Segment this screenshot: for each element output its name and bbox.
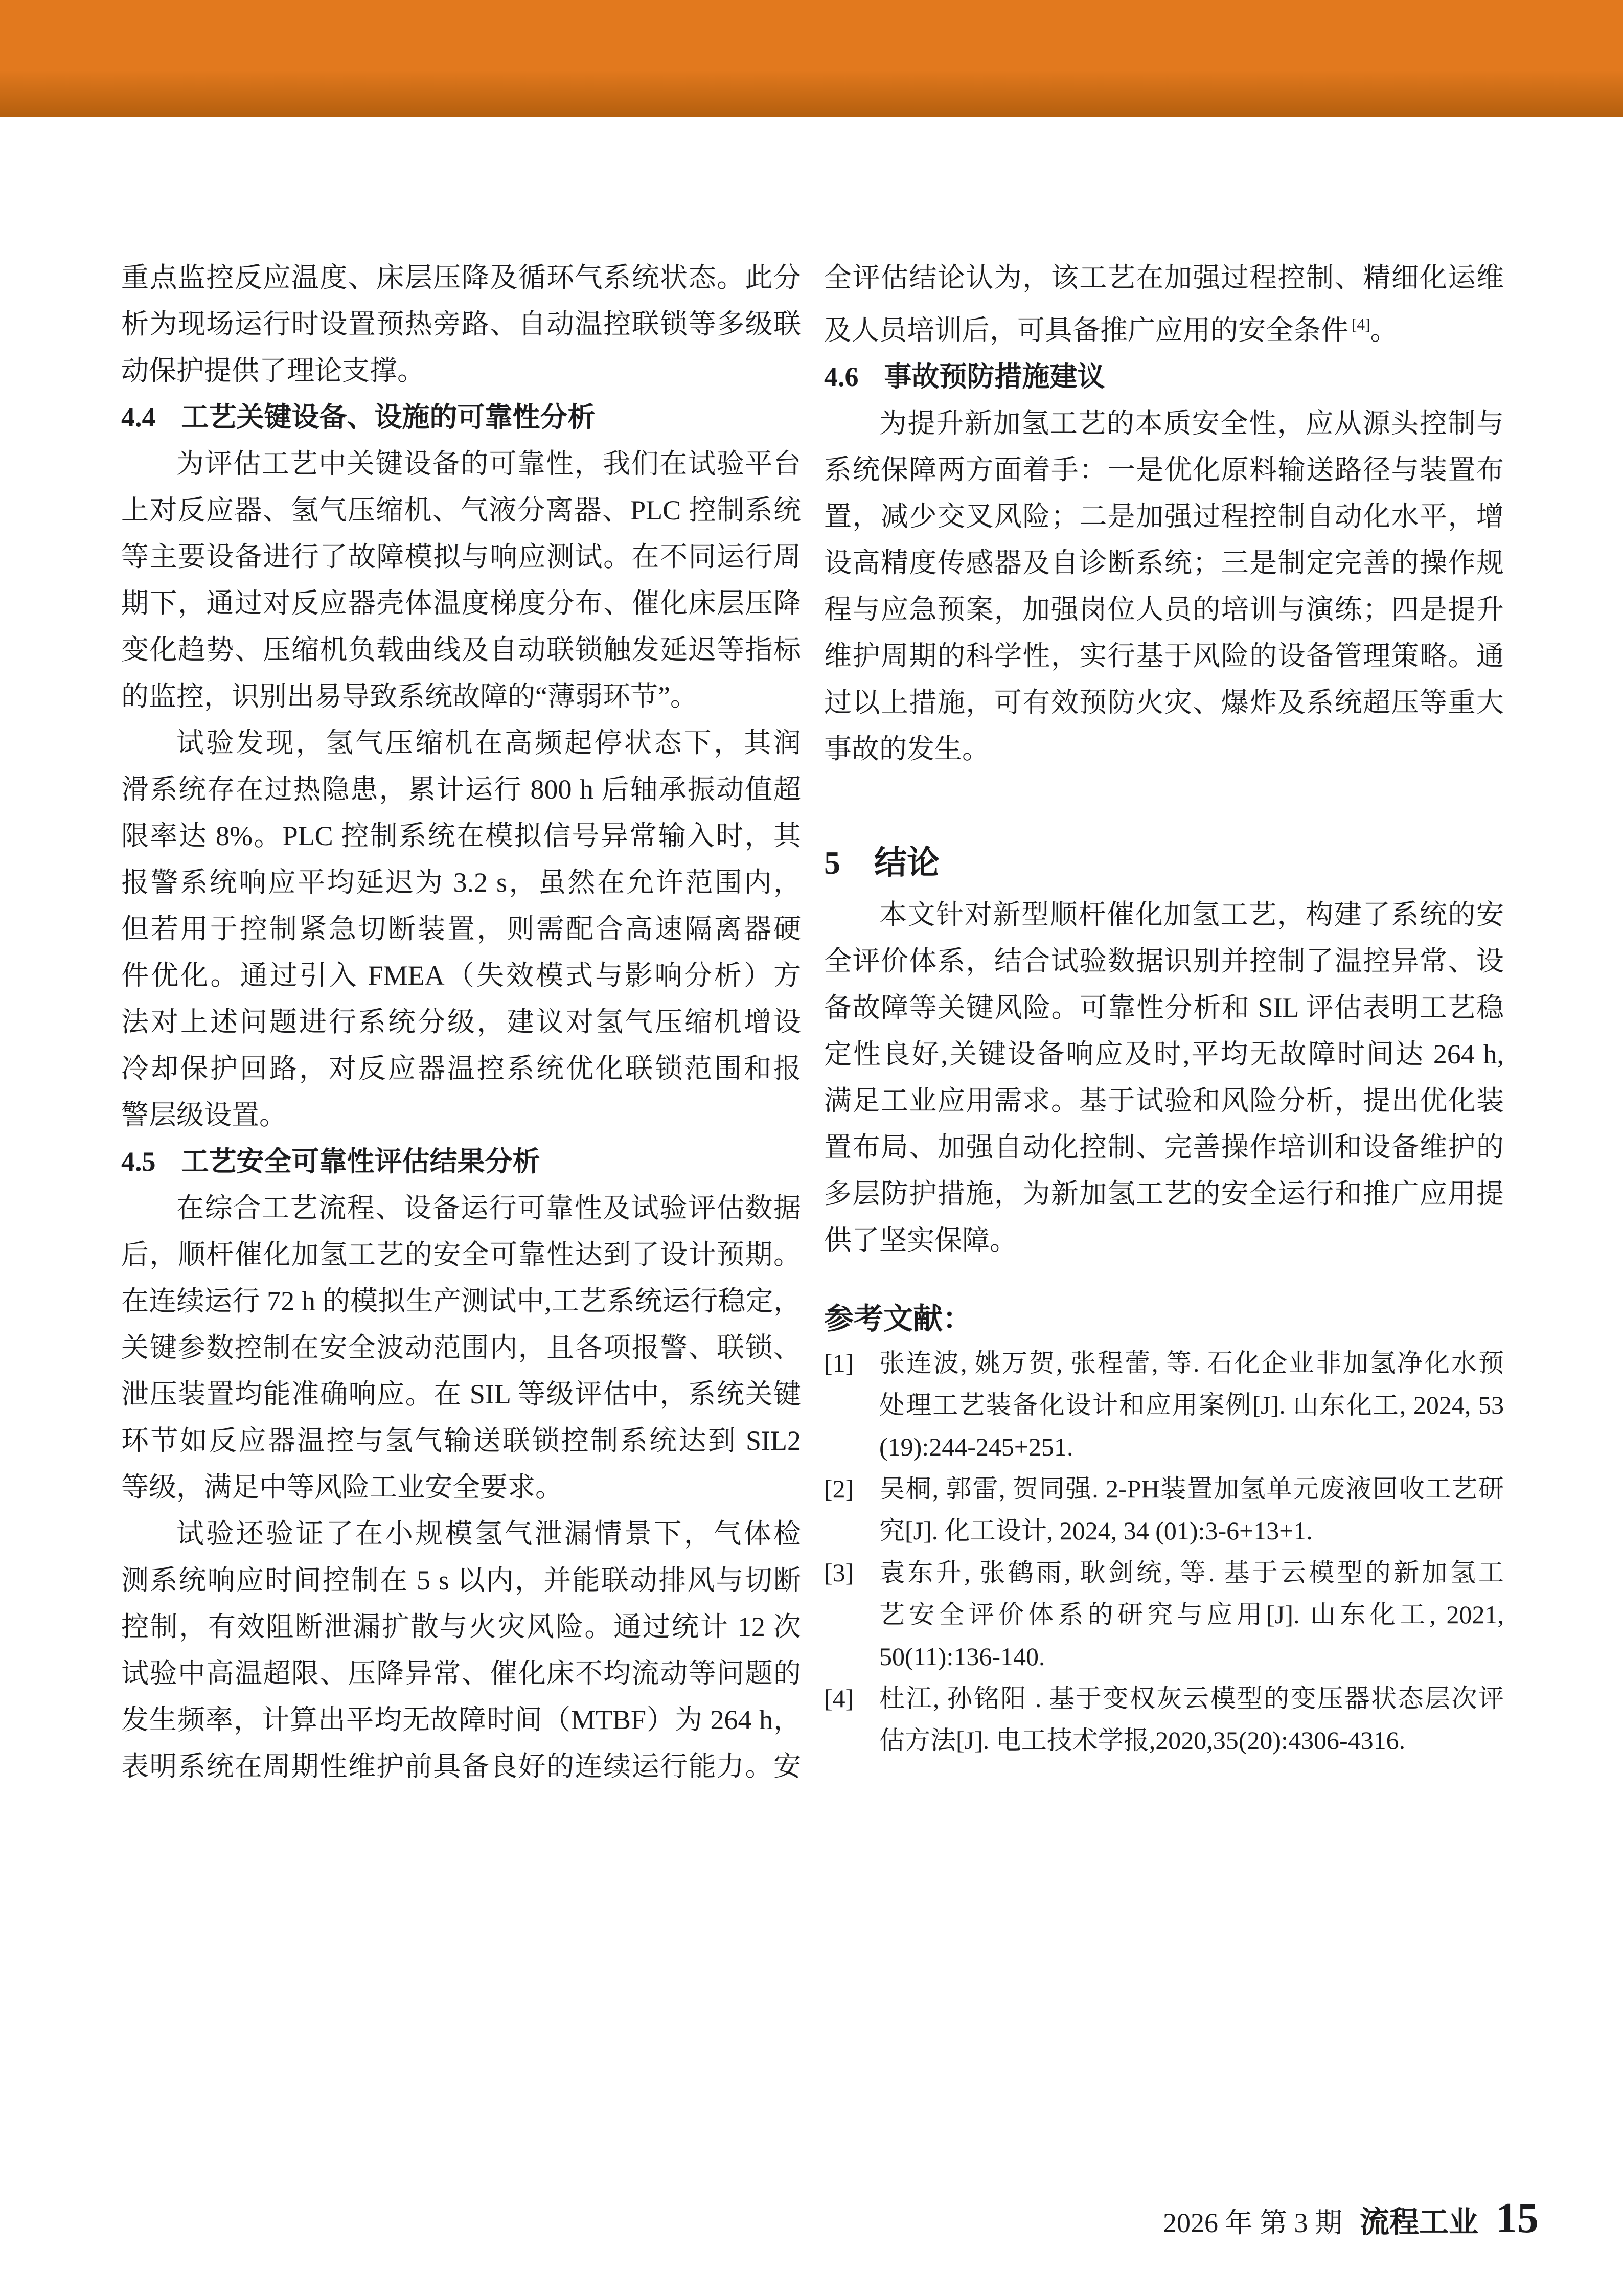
text-line: 在连续运行 72 h 的模拟生产测试中,工艺系统运行稳定， [121,1286,801,1316]
footer-issue: 2026 年 第 3 期 [1162,2208,1342,2238]
text-line: 泄压装置均能准确响应。在 SIL 等级评估中，系统关键 [121,1379,801,1410]
reference-label: [3] [824,1558,854,1587]
text-line: 测系统响应时间控制在 5 s 以内，并能联动排风与切断 [121,1565,801,1596]
text-line: 全评价体系，结合试验数据识别并控制了温控异常、设 [824,946,1504,976]
section-heading [121,1139,801,1185]
reference-line: 处理工艺装备化设计和应用案例[J]. 山东化工, 2024, 53 [879,1391,1504,1419]
section-title: 事故预防措施建议 [884,361,1105,392]
reference-line: [3] 袁东升, 张鹤雨, 耿剑统, 等. 基于云模型的新加氢工 [824,1552,1504,1594]
section-heading [121,394,801,441]
section-title: 工艺关键设备、设施的可靠性分析 [181,402,596,433]
citation-superscript: [4] [1352,315,1370,333]
reference-line: (19):244-245+251. [879,1433,1073,1461]
text-line: 备故障等关键风险。可靠性分析和 SIL 评估表明工艺稳 [824,992,1504,1023]
text-line: 的监控，识别出易导致系统故障的“薄弱环节”。 [121,681,698,712]
text-line: 全评估结论认为，该工艺在加强过程控制、精细化运维 [824,262,1504,293]
text-line: 期下，通过对反应器壳体温度梯度分布、催化床层压降 [121,588,801,619]
text-line: 但若用于控制紧急切断装置，则需配合高速隔离器硬 [121,914,801,944]
text-line: 表明系统在周期性维护前具备良好的连续运行能力。安 [121,1751,801,1782]
text-line: 环节如反应器温控与氢气输送联锁控制系统达到 SIL2 [121,1425,801,1456]
section-number: 4.5 [121,1146,156,1177]
text-line: 过以上措施，可有效预防火灾、爆炸及系统超压等重大 [824,687,1504,718]
text-line: 后，顺杆催化加氢工艺的安全可靠性达到了设计预期。 [121,1239,801,1270]
section-number: 4.6 [824,361,859,392]
reference-label: [4] [824,1684,854,1713]
section-title: 工艺安全可靠性评估结果分析 [181,1146,540,1177]
text-line: 定性良好,关键设备响应及时,平均无故障时间达 264 h, [824,1039,1504,1070]
text-line: 发生频率，计算出平均无故障时间（MTBF）为 264 h， [121,1704,801,1735]
text-line: 试验发现，氢气压缩机在高频起停状态下，其润 [176,728,801,758]
reference-line: [1] 张连波, 姚万贺, 张程蕾, 等. 石化企业非加氢净化水预 [824,1342,1504,1384]
text-line: 等级，满足中等风险工业安全要求。 [121,1472,563,1503]
header-band [0,0,1623,117]
footer-page-number: 15 [1496,2194,1539,2242]
right-column-top-text [824,255,1504,772]
reference-line: [4] 杜江, 孙铭阳 . 基于变权灰云模型的变压器状态层次评 [824,1677,1504,1719]
text-line: 警层级设置。 [121,1100,287,1130]
section-heading [824,354,1504,400]
text-line: 变化趋势、压缩机负载曲线及自动联锁触发延迟等指标 [121,634,801,665]
section-number: 4.4 [121,402,156,433]
text-line: 动保护提供了理论支撑。 [121,355,425,386]
text-line: 冷却保护回路，对反应器温控系统优化联锁范围和报 [121,1053,801,1084]
text-line: 系统保障两方面着手：一是优化原料输送路径与装置布 [824,454,1504,485]
text-line: 多层防护措施，为新加氢工艺的安全运行和推广应用提 [824,1178,1504,1209]
text-line: 事故的发生。 [824,734,990,764]
references-heading: 参考文献： [824,1302,973,1335]
reference-line: 艺安全评价体系的研究与应用[J]. 山东化工, 2021, [879,1600,1504,1629]
text-line: 滑系统存在过热隐患，累计运行 800 h 后轴承振动值超 [121,774,801,805]
page-footer [1163,2193,1539,2243]
text-line: 在综合工艺流程、设备运行可靠性及试验评估数据 [176,1193,801,1223]
text-line: 为提升新加氢工艺的本质安全性，应从源头控制与 [879,408,1504,439]
reference-line: 估方法[J]. 电工技术学报,2020,35(20):4306-4316. [879,1726,1406,1755]
text-line: 件优化。通过引入 FMEA（失效模式与影响分析）方 [121,960,801,991]
text-line: 程与应急预案，加强岗位人员的培训与演练；四是提升 [824,594,1504,625]
text-line: 试验还验证了在小规模氢气泄漏情景下，气体检 [176,1518,801,1549]
reference-label: [2] [824,1474,854,1503]
text-line: 关键参数控制在安全波动范围内，且各项报警、联锁、 [121,1332,801,1363]
text-line: 控制，有效阻断泄漏扩散与火灾风险。通过统计 12 次 [121,1611,801,1642]
text-line: 及人员培训后，可具备推广应用的安全条件 [4]。 [824,315,1398,346]
references-list [824,1342,1504,1761]
text-line: 本文针对新型顺杆催化加氢工艺，构建了系统的安 [879,899,1504,930]
section-title: 结论 [874,844,940,881]
right-column [824,255,1504,1761]
text-line: 上对反应器、氢气压缩机、气液分离器、PLC 控制系统 [121,495,801,526]
text-line: 设高精度传感器及自诊断系统；三是制定完善的操作规 [824,548,1504,578]
text-line: 试验中高温超限、压降异常、催化床不均流动等问题的 [121,1658,801,1689]
section-heading-conclusion [824,834,1504,892]
text-line: 置，减少交叉风险；二是加强过程控制自动化水平，增 [824,501,1504,532]
text-line: 供了坚实保障。 [824,1225,1017,1256]
footer-journal-name: 流程工业 [1359,2206,1478,2239]
text-line: 析为现场运行时设置预热旁路、自动温控联锁等多级联 [121,309,801,339]
conclusion-text [824,892,1504,1264]
text-line: 等主要设备进行了故障模拟与响应测试。在不同运行周 [121,541,801,572]
text-line: 置布局、加强自动化控制、完善操作培训和设备维护的 [824,1132,1504,1163]
reference-line: 50(11):136-140. [879,1642,1045,1671]
left-column [121,255,801,1790]
text-line: 报警系统响应平均延迟为 3.2 s，虽然在允许范围内， [121,867,801,898]
reference-line: 究[J]. 化工设计, 2024, 34 (01):3-6+13+1. [879,1516,1313,1545]
text-line: 限率达 8%。PLC 控制系统在模拟信号异常输入时，其 [121,821,801,851]
text-line: 为评估工艺中关键设备的可靠性，我们在试验平台 [176,448,801,479]
reference-label: [1] [824,1349,854,1377]
text-line: 满足工业应用需求。基于试验和风险分析，提出优化装 [824,1085,1504,1116]
reference-line: [2] 吴桐, 郭雷, 贺同强. 2-PH装置加氢单元废液回收工艺研 [824,1468,1504,1510]
text-line: 重点监控反应温度、床层压降及循环气系统状态。此分 [121,262,801,293]
text-line: 维护周期的科学性，实行基于风险的设备管理策略。通 [824,641,1504,671]
section-number: 5 [824,845,840,881]
text-line: 法对上述问题进行系统分级，建议对氢气压缩机增设 [121,1007,801,1037]
